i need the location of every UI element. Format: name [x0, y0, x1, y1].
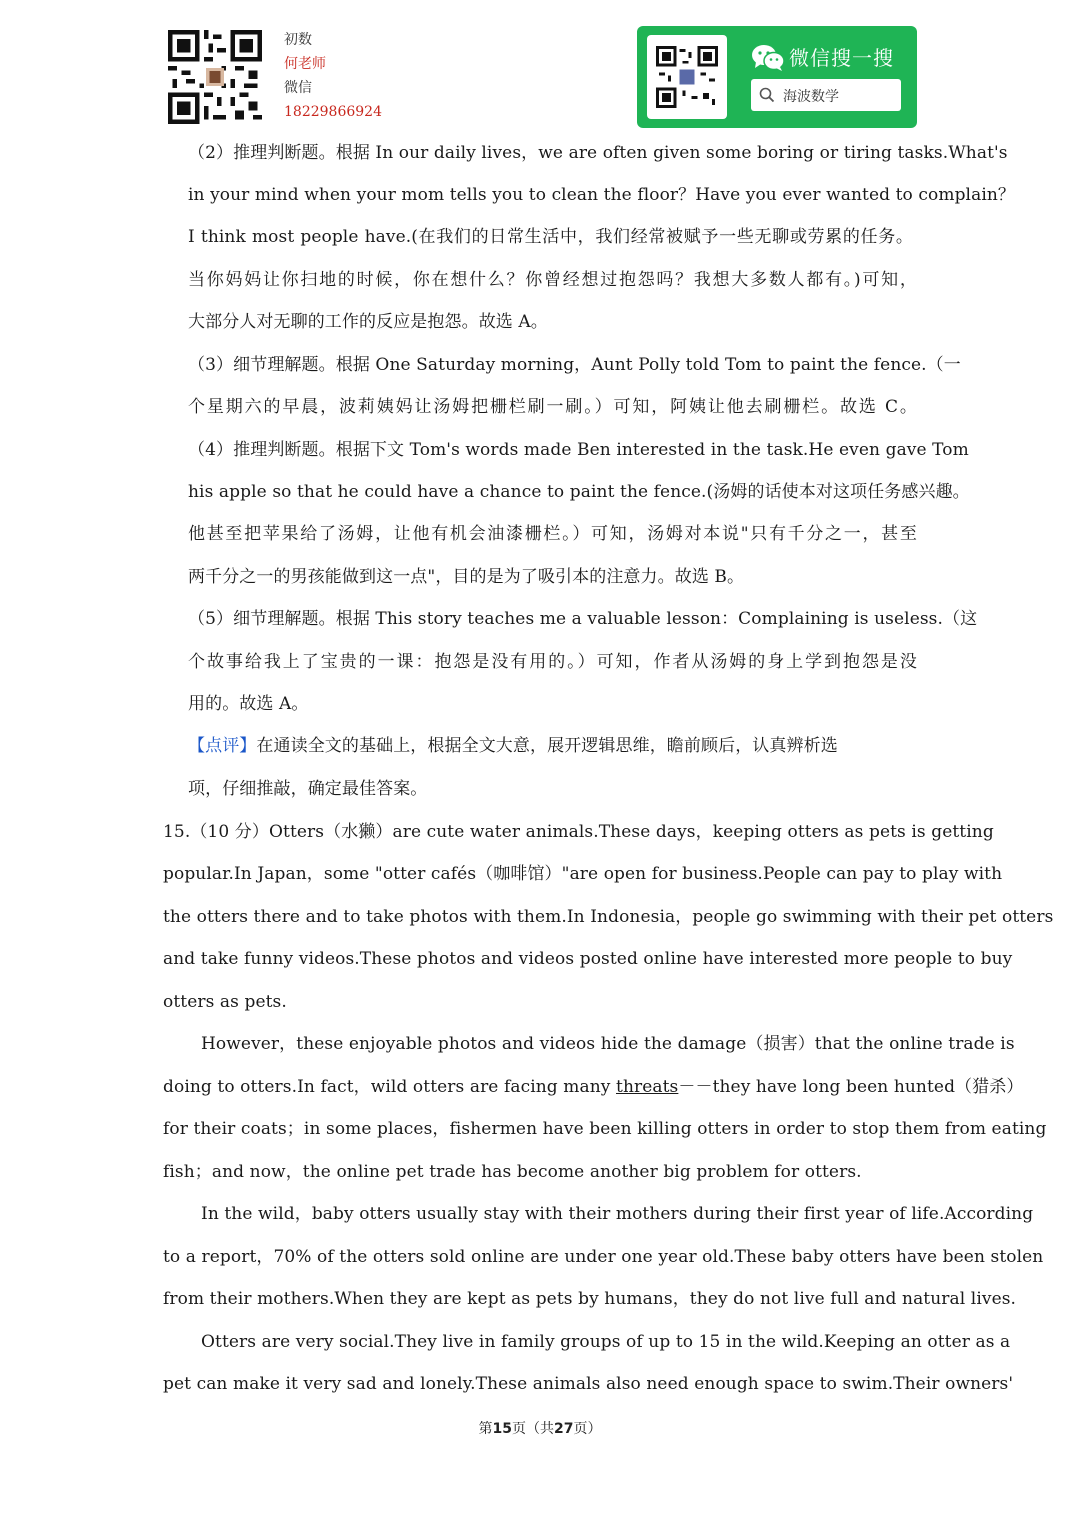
footer-text: 页（共 [512, 1421, 554, 1437]
wechat-qr-code [647, 35, 727, 119]
passage-line: otters as pets. [163, 992, 287, 1012]
passage-line: However，these enjoyable photos and videos hide the damage（损害）that the online trade is [201, 1034, 1015, 1054]
review-line [188, 734, 838, 758]
passage-line: the otters there and to take photos with them.In Indonesia，people go swimming with their pet otters [163, 907, 1054, 927]
contact-line-subject: 初数 [284, 32, 312, 48]
contact-line-wechat-label: 微信 [284, 80, 312, 96]
wechat-search-text: 海波数学 [783, 89, 839, 105]
passage-line: from their mothers.When they are kept as pets by humans，they do not live full and natural lives. [163, 1289, 1017, 1309]
search-icon [759, 87, 775, 103]
passage-line: for their coats；in some places，fishermen have been killing otters in order to stop them from eating [163, 1119, 1047, 1139]
passage-line: fish；and now，the online pet trade has become another big problem for otters. [163, 1162, 862, 1182]
answer-q2-line: 当你妈妈让你扫地的时候，你在想什么？你曾经想过抱怨吗？我想大多数人都有。)可知， [188, 270, 917, 290]
answer-q2-line: （2）推理判断题。根据 In our daily lives，we are often given some boring or tiring tasks.What's [188, 143, 1008, 163]
answer-q5-line: （5）细节理解题。根据 This story teaches me a valuable lesson：Complaining is useless.（这 [188, 609, 978, 629]
answer-q2-line: in your mind when your mom tells you to clean the floor？Have you ever wanted to complain？ [188, 185, 1016, 205]
passage-line: to a report，70% of the otters sold online are under one year old.These baby otters have been stolen [163, 1247, 1044, 1267]
answer-q4-line: （4）推理判断题。根据下文 Tom's words made Ben interested in the task.He even gave Tom [188, 440, 969, 460]
answer-q3-line: （3）细节理解题。根据 One Saturday morning，Aunt Polly told Tom to paint the fence.（一 [188, 355, 961, 375]
passage-line: pet can make it very sad and lonely.These animals also need enough space to swim.Their owners' [163, 1374, 1014, 1394]
answer-q4-line: 两千分之一的男孩能做到这一点"，目的是为了吸引本的注意力。故选 B。 [188, 567, 745, 587]
review-label: 【点评】 [188, 736, 257, 756]
wechat-search-box[interactable] [751, 79, 901, 111]
contact-line-phone: 18229866924 [284, 104, 382, 120]
page-footer [0, 1418, 1080, 1438]
contact-info [284, 28, 382, 124]
contact-qr-code [168, 30, 262, 124]
review-line: 项，仔细推敲，确定最佳答案。 [188, 779, 428, 799]
footer-text: 页） [573, 1421, 602, 1437]
passage-line: 15.（10 分）Otters（水獭）are cute water animals.These days，keeping otters as pets is getting [163, 822, 994, 842]
answer-q5-line: 用的。故选 A。 [188, 694, 309, 714]
review-text: 在通读全文的基础上，根据全文大意，展开逻辑思维，瞻前顾后，认真辨析选 [256, 736, 838, 756]
passage-text: －－they have long been hunted（猎杀） [678, 1077, 1024, 1097]
page-total: 27 [554, 1421, 574, 1437]
passage-line: and take funny videos.These photos and videos posted online have interested more people to buy [163, 949, 1013, 969]
page-number: 15 [492, 1421, 512, 1437]
passage-line: popular.In Japan，some "otter cafés（咖啡馆）"are open for business.People can pay to play with [163, 864, 1003, 884]
passage-text: doing to otters.In fact，wild otters are facing many [163, 1077, 617, 1097]
wechat-logo-icon [751, 44, 785, 72]
answer-q4-line: 他甚至把苹果给了汤姆，让他有机会油漆栅栏。）可知，汤姆对本说"只有千分之一，甚至 [188, 524, 917, 544]
wechat-search-title: 微信搜一搜 [789, 46, 894, 70]
passage-line [163, 1075, 1023, 1099]
passage-line: In the wild，baby otters usually stay with their mothers during their first year of life.According [201, 1204, 1034, 1224]
answer-q4-line: his apple so that he could have a chance to paint the fence.(汤姆的话使本对这项任务感兴趣。 [188, 482, 970, 502]
footer-text: 第 [478, 1421, 493, 1437]
answer-q5-line: 个故事给我上了宝贵的一课：抱怨是没有用的。）可知，作者从汤姆的身上学到抱怨是没 [188, 652, 917, 672]
answer-q2-line: I think most people have.(在我们的日常生活中，我们经常被赋予一些无聊或劳累的任务。 [188, 227, 913, 247]
underlined-word: threats [616, 1077, 679, 1097]
answer-q2-line: 大部分人对无聊的工作的反应是抱怨。故选 A。 [188, 312, 548, 332]
contact-line-teacher: 何老师 [284, 56, 326, 72]
passage-line: Otters are very social.They live in family groups of up to 15 in the wild.Keeping an otter as a [201, 1332, 1011, 1352]
answer-q3-line: 个星期六的早晨，波莉姨妈让汤姆把栅栏刷一刷。）可知，阿姨让他去刷栅栏。故选 C。 [188, 397, 917, 417]
wechat-search-card[interactable] [637, 26, 917, 128]
